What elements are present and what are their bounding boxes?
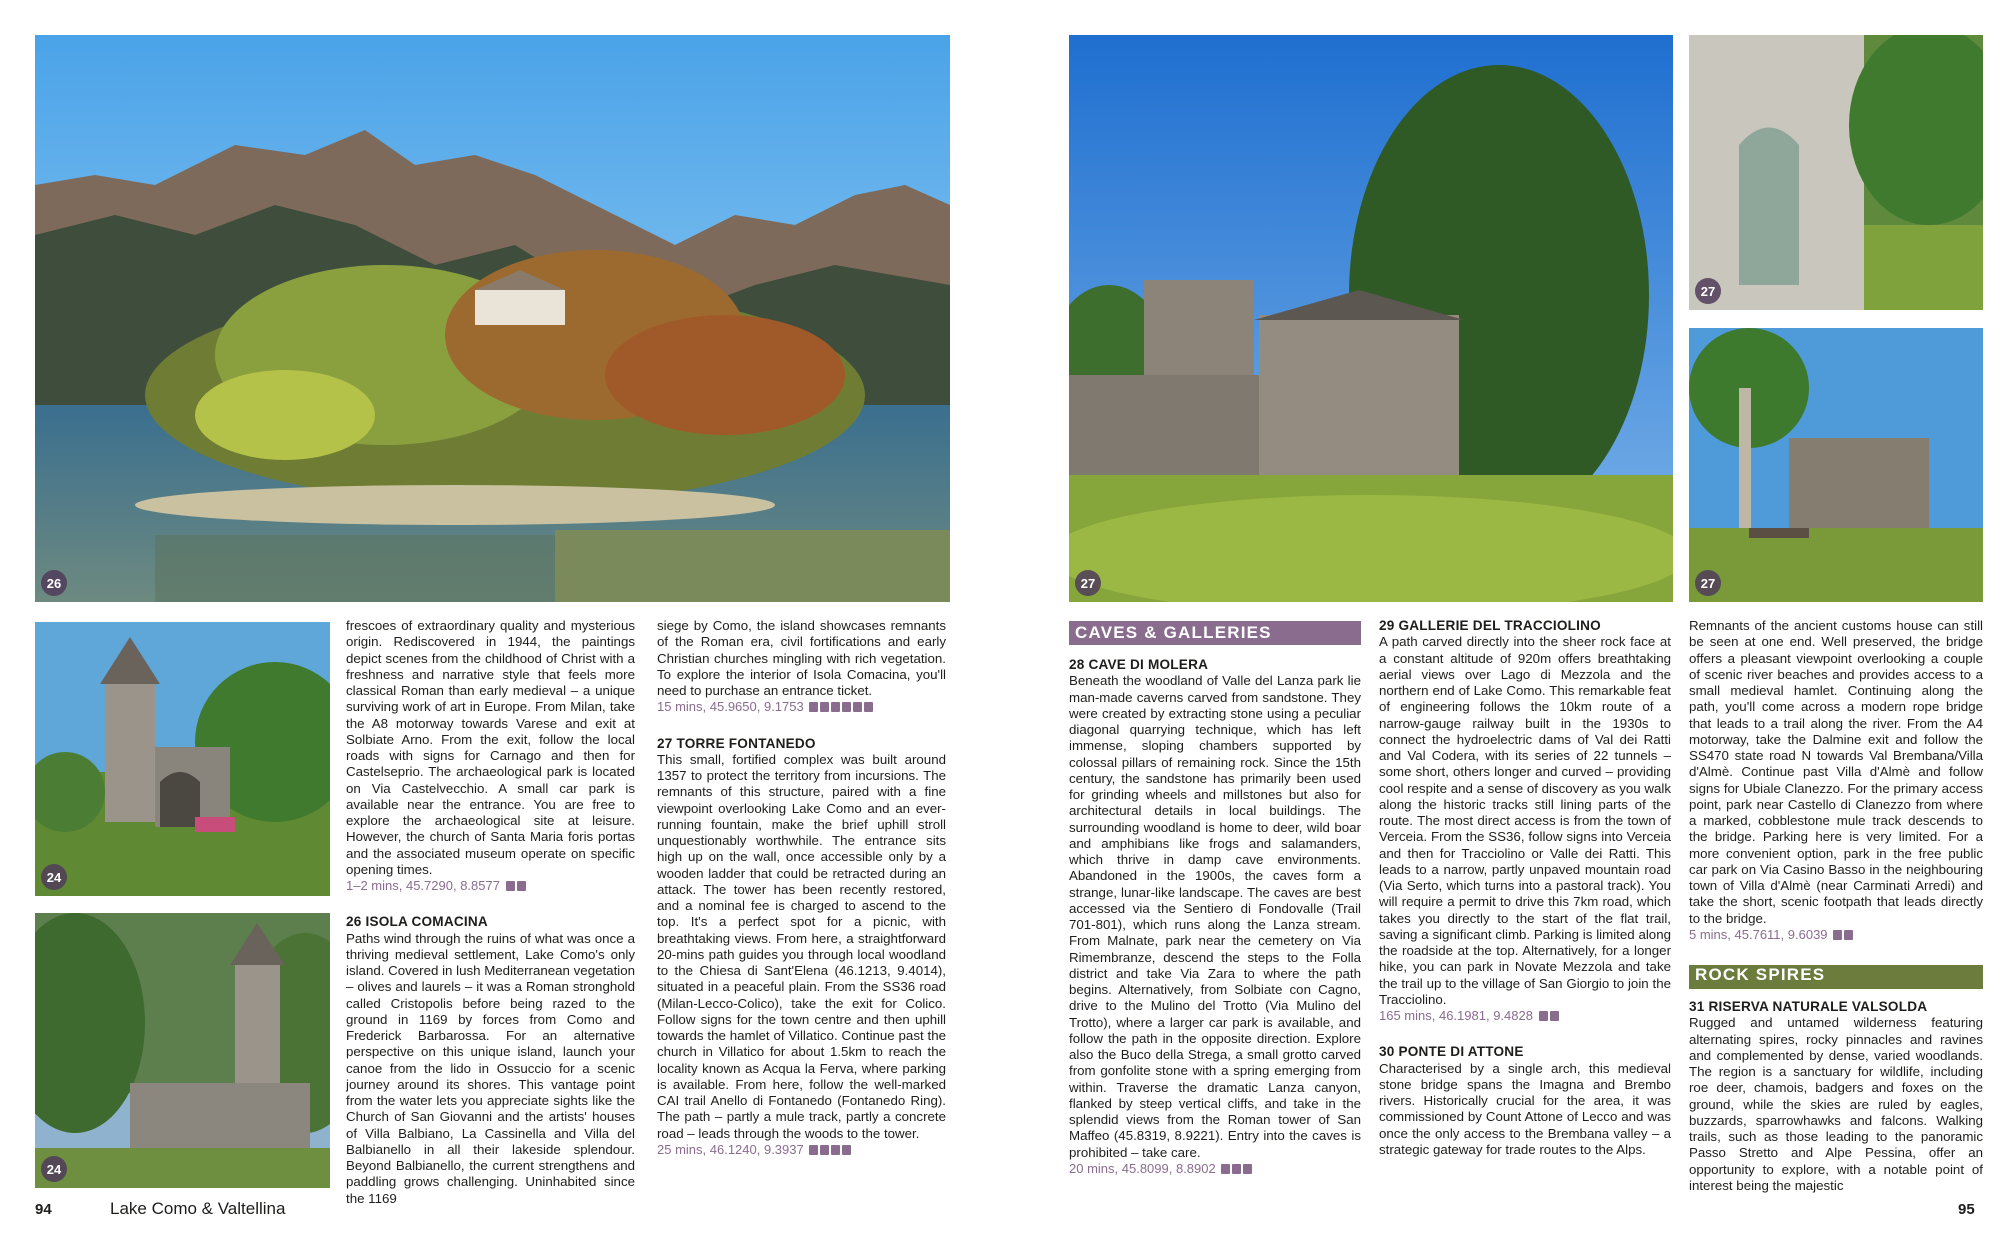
ticket-icon (517, 881, 526, 891)
picnic-icon (831, 1145, 840, 1155)
location-meta (657, 1142, 946, 1158)
text-column-4 (1379, 618, 1671, 1158)
body-paragraph: siege by Como, the island showcases remnants of the Roman era, civil fortifications and early Christian churches mingling with rich vegetation. To explore the interior of Isola Comacina, you'll need to purchase an entrance ticket. (657, 618, 946, 698)
entry-heading: 28 CAVE DI MOLERA (1069, 657, 1209, 672)
hiking-icon (1833, 930, 1842, 940)
parking-icon (1550, 1011, 1559, 1021)
body-paragraph: frescoes of extraordinary quality and mysterious origin. Rediscovered in 1944, the paintings depict scenes from the childhood of Christ with a freshness and narrative style that feels more classical Roman than early medieval – a unique surviving work of art in Europe. From Milan, take the A8 motorway towards Varese and exit at Solbiate Arno. From the exit, follow the local roads with signs for Carnago and then for Castelseprio. The archaeological park is located on Via Castelvecchio. A small car park is available near the entrance. You are free to explore the archaeological site at leisure. However, the church of Santa Maria foris portas and the associated museum operate on specific opening times. (346, 618, 635, 877)
hiking-icon (831, 702, 840, 712)
access-icon (809, 702, 818, 712)
photo-torre-fontanedo (1069, 35, 1673, 602)
wildlife-icon (1243, 1164, 1252, 1174)
hiking-icon (1539, 1011, 1548, 1021)
photo-number-badge: 26 (41, 570, 67, 596)
location-meta (1689, 927, 1983, 943)
photo-isola-comacina (35, 35, 950, 602)
photo-stone-doorway (1689, 35, 1983, 310)
access-icon (1221, 1164, 1230, 1174)
left-page-number: 94 (35, 1201, 52, 1218)
photo-number-badge: 27 (1075, 570, 1101, 596)
right-page-number: 95 (1958, 1201, 1975, 1218)
section-heading-caves: CAVES & GALLERIES (1069, 621, 1361, 645)
church-ruins-photo (35, 913, 330, 1188)
meta-text: 25 mins, 46.1240, 9.3937 (657, 1141, 804, 1157)
entry-heading: 27 TORRE FONTANEDO (657, 735, 816, 751)
hiking-icon (842, 1145, 851, 1155)
meta-text: 1–2 mins, 45.7290, 8.8577 (346, 878, 500, 893)
photo-church-tower (35, 622, 330, 896)
entry-heading: 31 RISERVA NATURALE VALSOLDA (1689, 999, 1928, 1014)
photo-number-badge: 27 (1695, 570, 1721, 596)
hiking-icon (1232, 1164, 1241, 1174)
body-paragraph: This small, fortified complex was built around 1357 to protect the territory from incursions. The remnants of this structure, paired with a fine viewpoint overlooking Lake Como and an ever-running fountain, make the brief uphill stroll unquestionably worthwhile. The entrance sits high up on the wall, once accessible only by a wooden ladder that could be retracted during an attack. The tower has been recently restored, and a nominal fee is charged to ascend to the top. It's a perfect spot for a picnic, with breathtaking views. From here, a straightforward 20-mins path guides you through local woodland to the Chiesa di Sant'Elena (46.1213, 9.4014), situated in a peaceful plain. From the SS36 road (Milan-Lecco-Colico), take the exit for Colico. Follow signs for the town centre and then uphill towards the hamlet of Villatico. Continue past the church in Villatico for about 1.5km to reach the locality known as Acqua la Ferva, where parking is available. From here, follow the well-marked CAI trail Anello di Fontanedo (Fontanedo Ring). The path – partly a mule track, partly a concrete road – leads through the woods to the tower. (657, 751, 946, 1141)
body-paragraph: Paths wind through the ruins of what was once a thriving medieval settlement, Lake Como's only island. Covered in lush Mediterranean vegetation – olives and laurels – it was a Roman stronghold called Cristopolis before being razed to the ground in 1169 by forces from Como and Frederick Barbarossa. For an alternative perspective on this unique island, launch your canoe from the lido in Ossuccio for a scenic journey around its shores. This vantage point from the water lets you appreciate sights like the Church of San Giovanni and the artists' houses of Villa Balbiano, La Cassinella and Villa del Balbianello in all their lakeside splendour. Beyond Balbianello, the current strengthens and paddling grows challenging. Uninhabited since the 1169 (346, 930, 636, 1206)
location-meta (346, 878, 635, 894)
running-title: Lake Como & Valtellina (110, 1199, 286, 1218)
body-paragraph: A path carved directly into the sheer rock face at a constant altitude of 920m offers breathtaking aerial views over Lago di Mezzola and the northern end of Lake Como. This remarkable feat of engineering follows the 10km route of a narrow-gauge railway built in the 1930s to connect the hydroelectric dams of Val dei Ratti and Val Codera, with its series of 22 tunnels – some short, others longer and curved – providing cool respite and a sense of discovery as you walk along the historic tracks still lining parts of the route. The most direct access is from the town of Verceia. From the SS36, follow signs into Verceia and then for Tracciolino or Valle dei Ratti. This leads to a narrow, partly unpaved mountain road (Via Serto, which turns into a pastoral track). You will require a permit to drive this 7km road, which takes you directly to the start of the flat trail, saving a significant climb. Parking is limited along the roadside at the top. Alternatively, for a longer hike, you can park in Novate Mezzola and take the trail up to the village of San Giorgio to join the Tracciolino. (1379, 634, 1671, 1007)
church-tower-photo (35, 622, 330, 896)
photo-number-badge: 24 (41, 864, 67, 890)
photo-number-badge: 27 (1695, 278, 1721, 304)
photo-church-ruins (35, 913, 330, 1188)
text-column-3 (1069, 657, 1361, 1177)
text-column-5 (1689, 618, 1983, 1194)
stone-doorway-photo (1689, 35, 1983, 310)
boat-icon (853, 702, 862, 712)
access-icon (809, 1145, 818, 1155)
body-paragraph: Characterised by a single arch, this medieval stone bridge spans the Imagna and Brembo rivers. Historically crucial for the area, it was commissioned by Count Attone of Lecco and was once the only access to the Brembana valley – a strategic gateway for trade routes to the Alps. (1379, 1060, 1671, 1157)
photo-ruins-meadow (1689, 328, 1983, 602)
meta-text: 20 mins, 45.8099, 8.8902 (1069, 1160, 1216, 1176)
canoe-icon (864, 702, 873, 712)
entry-heading: 30 PONTE DI ATTONE (1379, 1044, 1524, 1060)
location-meta (657, 699, 946, 715)
section-heading-rock-spires: ROCK SPIRES (1689, 965, 1983, 989)
text-column-1 (346, 618, 635, 1207)
entry-heading: 26 ISOLA COMACINA (346, 914, 488, 930)
access-icon (506, 881, 515, 891)
parking-icon (1844, 930, 1853, 940)
ticket-icon (820, 1145, 829, 1155)
ticket-icon (820, 702, 829, 712)
meta-text: 5 mins, 45.7611, 9.6039 (1689, 926, 1828, 942)
body-paragraph: Remnants of the ancient customs house can still be seen at one end. Well preserved, the bridge offers a pleasant viewpoint overlooking a couple of scenic river beaches and provides access to a small medieval hamlet. Continuing along the path, you'll come across a modern rope bridge that leads to a trail along the river. From the A4 motorway, take the Dalmine exit and follow the SS470 state road N towards Val Brembana/Villa d'Almè. Continue past Villa d'Almè and follow signs for Ubiale Clanezzo. For the primary access point, park near Castello di Clanezzo from where a marked, cobblestone mule track descends to the bridge. Parking here is very limited. For a more convenient option, park in the free public car park on Via Casino Basso in the neighbouring town of Villa d'Almè (near Carminati Arredi) and take the short, scenic footpath that leads directly to the bridge. (1689, 618, 1983, 926)
text-column-2 (657, 618, 946, 1158)
meta-text: 165 mins, 46.1981, 9.4828 (1379, 1008, 1533, 1023)
picnic-icon (842, 702, 851, 712)
body-paragraph: Beneath the woodland of Valle del Lanza park lie man-made caverns carved from sandstone. They were created by extracting stone using a peculiar diagonal quarrying technique, which has left immense, sloping chambers supported by colossal pillars of remaining rock. Since the 15th century, the sandstone has primarily been used for grinding wheels and millstones but also for architectural details in local buildings. The surrounding woodland is home to deer, wild boar and amphibians like frogs and salamanders, which thrive in damp cave environments. Abandoned in the 1900s, the caves form a strange, lunar-like landscape. The caves are best accessed via the Sentiero di Fondovalle (Trail 701-801), which runs along the Lanza stream. From Malnate, park near the cemetery on Via Rimembranze, descend the steps to the Folla district and take Via Zara to where the path begins. Alternatively, from Solbiate con Cagno, drive to the Mulino del Trotto (Via Mulino del Trotto), where a larger car park is available, and follow the path in the opposite direction. Explore also the Buco della Strega, a small grotto carved from gonfolite stone with a spring emerging from within. Traverse the dramatic Lanza canyon, flanked by steep vertical cliffs, and take in the splendid views from the Roman tower of San Maffeo (45.8319, 8.9221). Entry into the caves is prohibited – take care. (1069, 673, 1361, 1160)
entry-heading: 29 GALLERIE DEL TRACCIOLINO (1379, 618, 1601, 633)
body-paragraph: Rugged and untamed wilderness featuring alternating spires, rocky pinnacles and ravines and complemented by dense, varied woodlands. The region is a sanctuary for wildlife, including roe deer, chamois, badgers and foxes on the ground, while the skies are ruled by eagles, buzzards, sparrowhawks and falcons. Walking trails, such as those leading to the panoramic Passo Stretto and Alpe Pessina, offer an opportunity to explore, with a notable point of interest being the majestic (1689, 1015, 1983, 1193)
location-meta (1069, 1161, 1361, 1177)
photo-number-badge: 24 (41, 1156, 67, 1182)
meta-text: 15 mins, 45.9650, 9.1753 (657, 699, 804, 715)
stone-tower-photo (1069, 35, 1673, 602)
island-lake-photo (35, 35, 950, 602)
location-meta (1379, 1008, 1671, 1024)
ruins-meadow-photo (1689, 328, 1983, 602)
